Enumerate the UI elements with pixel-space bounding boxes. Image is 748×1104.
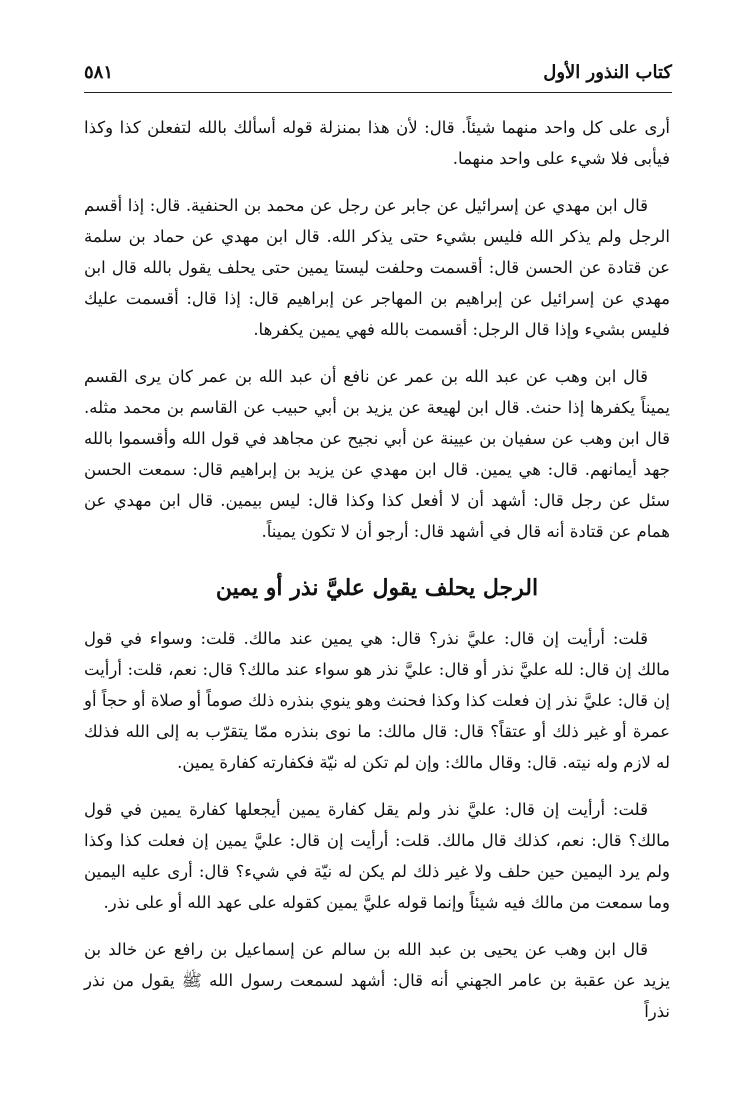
section-heading: الرجل يحلف يقول عليَّ نذر أو يمين (215, 575, 539, 601)
page-number: ٥٨١ (84, 62, 114, 83)
paragraph: قال ابن مهدي عن إسرائيل عن جابر عن رجل عن محمد بن الحنفية. قال: إذا أقسم الرجل ولم يذكر الله فليس بشيء حتى يذكر الله. قال ابن مهدي عن حماد بن سلمة عن قتادة عن الحسن قال: أقسمت وحلفت ليستا يمين حتى يحلف يقول بالله قال ابن مهدي عن إسرائيل عن إبراهيم بن المهاجر عن إبراهيم قال: إذا قال: أقسمت عليك فليس بشيء وإذا قال الرجل: أقسمت بالله فهي يمين يكفرها. (84, 196, 670, 339)
paragraph: أرى على كل واحد منهما شيئاً. قال: لأن هذا بمنزلة قوله أسألك بالله لتفعلن كذا وكذا فيأبى فلا شيء على واحد منهما. (84, 118, 670, 168)
page-body (84, 112, 670, 1043)
paragraph: قال ابن وهب عن عبد الله بن عمر عن نافع أن عبد الله بن عمر كان يرى القسم يميناً يكفرها إذا حنث. قال ابن لهيعة عن يزيد بن أبي حبيب عن القاسم بن محمد مثله. قال ابن وهب عن سفيان بن عيينة عن أبي نجيح عن مجاهد في قول الله وأقسموا بالله جهد أيمانهم. قال: هي يمين. قال ابن مهدي عن يزيد بن إبراهيم قال: سمعت الحسن سئل عن رجل قال: أشهد أن لا أفعل كذا وكذا قال: ليس بيمين. قال ابن مهدي عن همام عن قتادة أنه قال في أشهد قال: أرجو أن لا تكون يميناً. (84, 367, 670, 541)
chapter-title: كتاب النذور الأول (543, 62, 672, 83)
paragraph: قال ابن وهب عن يحيى بن عبد الله بن سالم عن إسماعيل بن رافع عن خالد بن يزيد عن عقبة بن عامر الجهني أنه قال: أشهد لسمعت رسول الله ﷺ يقول من نذر نذراً (84, 940, 670, 1021)
paragraph: قلت: أرأيت إن قال: عليَّ نذر؟ قال: هي يمين عند مالك. قلت: وسواء في قول مالك إن قال: لله عليَّ نذر أو قال: عليَّ نذر هو سواء عند مالك؟ قال: نعم، قلت: أرأيت إن قال: عليَّ نذر إن فعلت كذا وكذا فحنث وهو ينوي بنذره ذلك صوماً أو صلاة أو حجاً أو عمرة أو غير ذلك أو عتقاً؟ قال: قال مالك: ما نوى بنذره ممّا يتقرّب به إلى الله فذلك له لازم وله نيته. قال: وقال مالك: وإن لم تكن له نيّة فكفارته كفارة يمين. (84, 629, 670, 772)
running-header (84, 60, 672, 93)
paragraph: قلت: أرأيت إن قال: عليَّ نذر ولم يقل كفارة يمين أيجعلها كفارة يمين في قول مالك؟ قال: نعم، كذلك قال مالك. قلت: أرأيت إن قال: عليَّ يمين إن فعلت كذا وكذا ولم يرد اليمين حين حلف ولا غير ذلك لم يكن له نيّة في شيء؟ قال: أرى عليه اليمين وما سمعت من مالك فيه شيئاً وإنما قوله عليَّ يمين كقوله على عهد الله أو على نذر. (84, 800, 670, 912)
